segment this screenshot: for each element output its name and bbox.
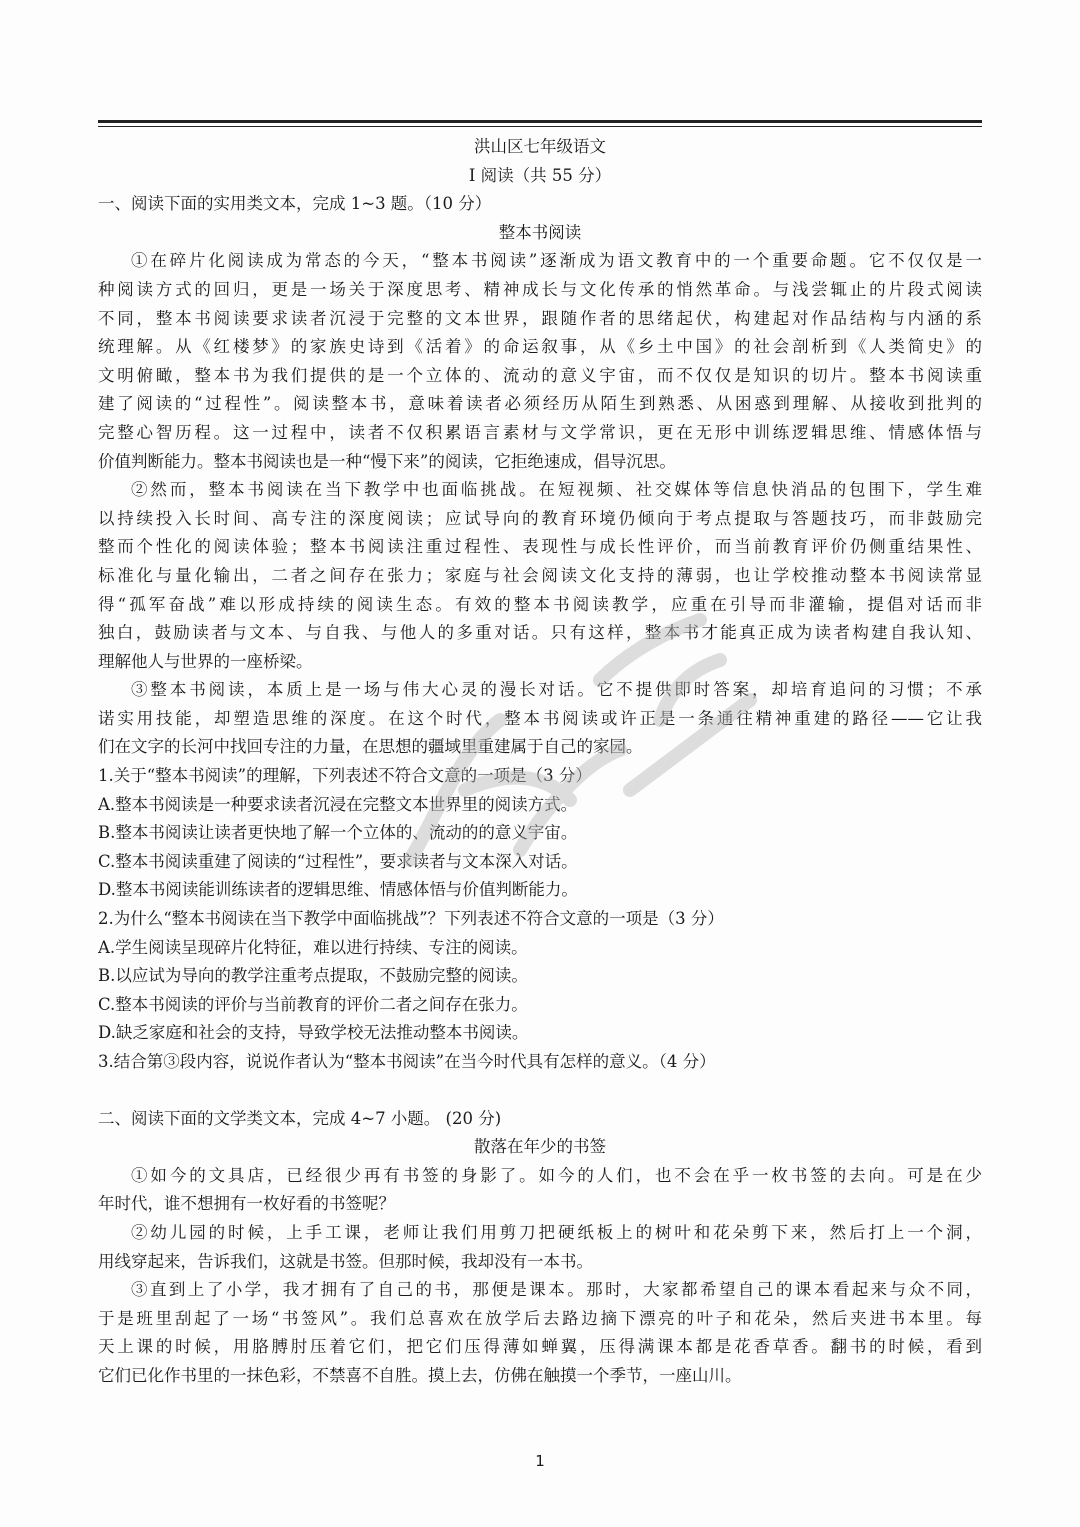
paragraph-line: 年时代，谁不想拥有一枚好看的书签呢？ <box>98 1194 395 1214</box>
answer-option: B.整本书阅读让读者更快地了解一个立体的、流动的的意义宇宙。 <box>98 823 578 843</box>
section1-article-body <box>98 247 982 762</box>
header-rule-thick <box>98 120 982 123</box>
section2-article-title: 散落在年少的书签 <box>474 1137 606 1157</box>
exam-title: 洪山区七年级语文 <box>474 137 606 156</box>
paragraph-line: ②幼儿园的时候，上手工课，老师让我们用剪刀把硬纸板上的树叶和花朵剪下来，然后打上一个洞， <box>131 1222 982 1242</box>
paragraph-line: 独白，鼓励读者与文本、与自我、与他人的多重对话。只有这样，整本书才能真正成为读者构建自我认知、 <box>98 623 982 643</box>
question-stem: 1.关于“整本书阅读”的理解，下列表述不符合文意的一项是（3 分） <box>98 766 592 786</box>
paragraph-line: 不同，整本书阅读要求读者沉浸于完整的文本世界，跟随作者的思绪起伏，构建起对作品结构与内涵的系 <box>98 308 982 328</box>
paragraph-line: 文明俯瞰，整本书为我们提供的是一个立体的、流动的意义宇宙，而不仅仅是知识的切片。整本书阅读重 <box>98 365 982 385</box>
paragraph-line: 于是班里刮起了一场“书签风”。我们总喜欢在放学后去路边摘下漂亮的叶子和花朵，然后夹进书本里。每 <box>98 1308 982 1328</box>
paragraph-line: 得“孤军奋战”难以形成持续的阅读生态。有效的整本书阅读教学，应重在引导而非灌输，提倡对话而非 <box>98 594 982 614</box>
paragraph-line: 统理解。从《红楼梦》的家族史诗到《活着》的命运叙事，从《乡土中国》的社会剖析到《人类简史》的 <box>98 337 982 357</box>
section2-heading: 二、阅读下面的文学类文本，完成 4~7 小题。 (20 分) <box>98 1108 502 1128</box>
paragraph-line: 们在文字的长河中找回专注的力量，在思想的疆域里重建属于自己的家园。 <box>98 737 643 757</box>
paragraph-line: 种阅读方式的回归，更是一场关于深度思考、精神成长与文化传承的悄然革命。与浅尝辄止的片段式阅读 <box>98 279 982 299</box>
paragraph-line: 标准化与量化输出，二者之间存在张力；家庭与社会阅读文化支持的薄弱，也让学校推动整本书阅读常显 <box>98 565 982 585</box>
paragraph-line: 用线穿起来，告诉我们，这就是书签。但那时候，我却没有一本书。 <box>98 1251 593 1271</box>
section1-heading: 一、阅读下面的实用类文本，完成 1~3 题。（10 分） <box>98 194 492 214</box>
paragraph-line: ③直到上了小学，我才拥有了自己的书，那便是课本。那时，大家都希望自己的课本看起来与众不同， <box>131 1280 982 1300</box>
section2-article-body <box>98 1162 982 1391</box>
answer-option: D.整本书阅读能训练读者的逻辑思维、情感体悟与价值判断能力。 <box>98 880 578 900</box>
answer-option: A.整本书阅读是一种要求读者沉浸在完整文本世界里的阅读方式。 <box>98 794 578 814</box>
answer-option: A.学生阅读呈现碎片化特征，难以进行持续、专注的阅读。 <box>98 937 528 957</box>
paragraph-line: ③整本书阅读，本质上是一场与伟大心灵的漫长对话。它不提供即时答案，却培育追问的习惯；不承 <box>131 680 982 700</box>
paragraph-line: 以持续投入长时间、高专注的深度阅读；应试导向的教育环境仍倾向于考点提取与答题技巧，而非鼓励完 <box>98 508 982 528</box>
paragraph-line: 理解他人与世界的一座桥梁。 <box>98 651 313 671</box>
answer-option: C.整本书阅读重建了阅读的“过程性”，要求读者与文本深入对话。 <box>98 851 578 871</box>
paragraph-line: 建了阅读的“过程性”。阅读整本书，意味着读者必须经历从陌生到熟悉、从困惑到理解、从接收到批判的 <box>98 394 982 414</box>
paragraph-line: ②然而，整本书阅读在当下教学中也面临挑战。在短视频、社交媒体等信息快消品的包围下，学生难 <box>131 480 982 500</box>
paragraph-line: 诺实用技能，却塑造思维的深度。在这个时代，整本书阅读或许正是一条通往精神重建的路径——它让我 <box>98 708 982 728</box>
question-stem: 2.为什么“整本书阅读在当下教学中面临挑战”？下列表述不符合文意的一项是（3 分） <box>98 909 724 929</box>
paragraph-line: ①如今的文具店，已经很少再有书签的身影了。如今的人们，也不会在乎一枚书签的去向。可是在少 <box>131 1165 982 1185</box>
paragraph-line: 完整心智历程。这一过程中，读者不仅积累语言素材与文学常识，更在无形中训练逻辑思维、情感体悟与 <box>98 422 982 442</box>
paragraph-line: 整而个性化的阅读体验；整本书阅读注重过程性、表现性与成长性评价，而当前教育评价仍侧重结果性、 <box>98 537 982 557</box>
section1-article-title: 整本书阅读 <box>498 222 582 242</box>
paragraph-line: 天上课的时候，用胳膊肘压着它们，把它们压得薄如蝉翼，压得满课本都是花香草香。翻书的时候，看到 <box>98 1337 982 1357</box>
answer-option: C.整本书阅读的评价与当前教育的评价二者之间存在张力。 <box>98 994 528 1014</box>
header-rule-thin <box>98 126 982 127</box>
paragraph-line: 它们已化作书里的一抹色彩，不禁喜不自胜。摸上去，仿佛在触摸一个季节，一座山川。 <box>98 1365 742 1385</box>
answer-option: D.缺乏家庭和社会的支持，导致学校无法推动整本书阅读。 <box>98 1023 529 1043</box>
exam-subtitle: Ⅰ 阅读（共 55 分） <box>468 165 612 185</box>
section-gap <box>98 1077 982 1105</box>
page-content <box>98 133 982 1391</box>
page-number: 1 <box>535 1452 545 1470</box>
paragraph-line: ①在碎片化阅读成为常态的今天，“整本书阅读”逐渐成为语文教育中的一个重要命题。它不仅仅是一 <box>131 251 982 271</box>
paragraph-line: 价值判断能力。整本书阅读也是一种“慢下来”的阅读，它拒绝速成，倡导沉思。 <box>98 451 676 471</box>
section1-questions <box>98 762 982 1077</box>
question-stem: 3.结合第③段内容，说说作者认为“整本书阅读”在当今时代具有怎样的意义。（4 分） <box>98 1052 716 1071</box>
answer-option: B.以应试为导向的教学注重考点提取，不鼓励完整的阅读。 <box>98 966 528 986</box>
